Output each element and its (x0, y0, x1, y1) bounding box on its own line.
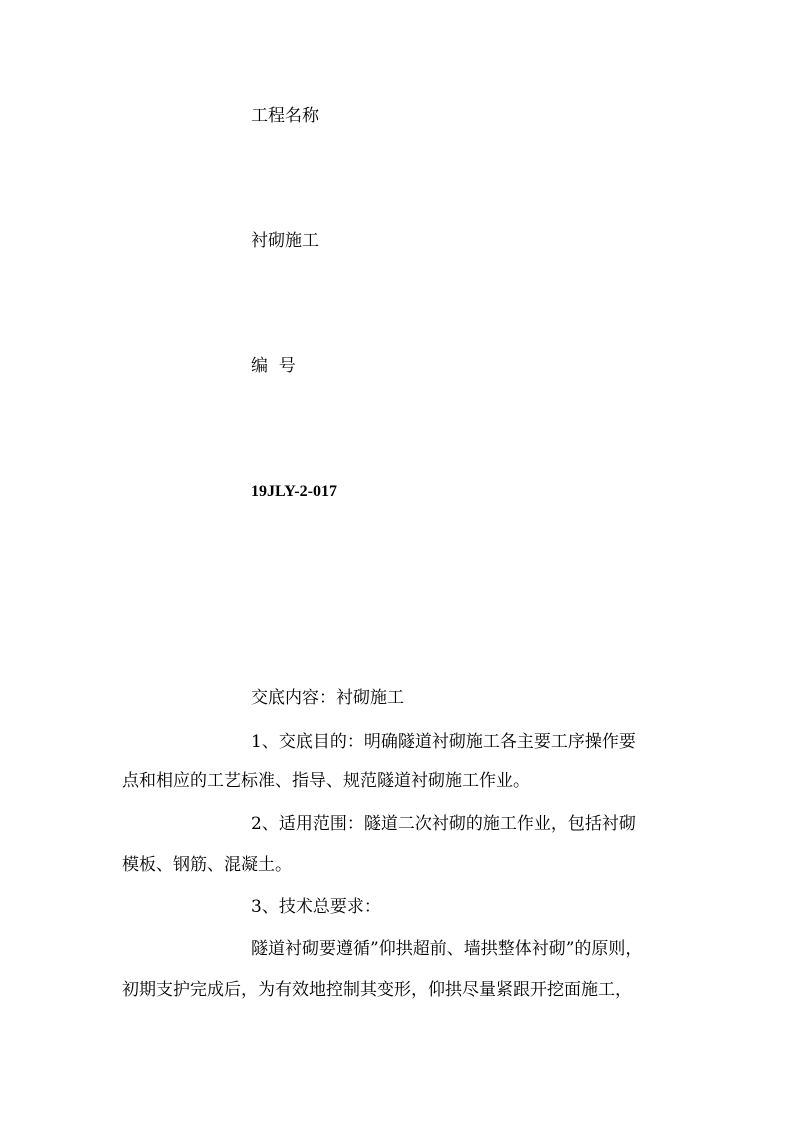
item2-line1: 2、适用范围：隧道二次衬砌的施工作业，包括衬砌 (251, 814, 636, 834)
item3-heading: 3、技术总要求： (251, 897, 381, 917)
number-value: 19JLY-2-017 (251, 483, 337, 500)
item1-line1: 1、交底目的：明确隧道衬砌施工各主要工序操作要 (251, 732, 636, 752)
project-name-label: 工程名称 (251, 106, 319, 126)
content-line: 交底内容：衬砌施工 (251, 688, 404, 708)
item1-line2: 点和相应的工艺标准、指导、规范隧道衬砌施工作业。 (122, 771, 530, 791)
project-name-value: 衬砌施工 (251, 231, 319, 251)
item2-line2: 模板、钢筋、混凝土。 (122, 855, 292, 875)
item3-paragraph-line1: 隧道衬砌要遵循”仰拱超前、墙拱整体衬砌”的原则， (251, 939, 643, 959)
item3-paragraph-line2: 初期支护完成后，为有效地控制其变形，仰拱尽量紧跟开挖面施工， (122, 980, 632, 1000)
number-label: 编 号 (251, 356, 296, 376)
